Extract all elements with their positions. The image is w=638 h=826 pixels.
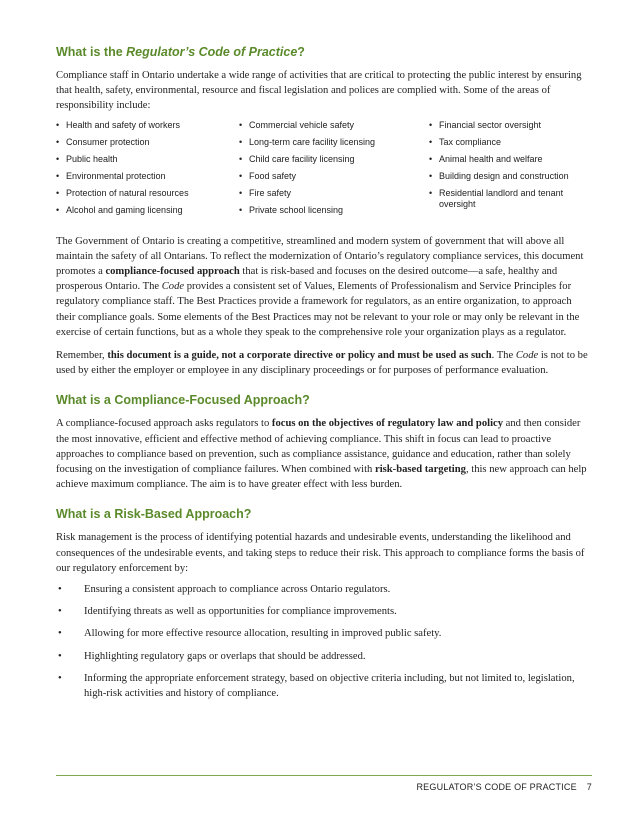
footer-divider	[56, 775, 592, 776]
responsibility-column-1	[56, 120, 239, 222]
page-content	[56, 44, 592, 708]
list-item: • Informing the appropriate enforcement strategy, based on objective criteria including, but not limited to, legislation, high-risk activities and history of compliance.	[56, 671, 592, 701]
list-item: • Public health	[56, 154, 239, 165]
list-item: • Animal health and welfare	[429, 154, 592, 165]
list-item: • Food safety	[239, 171, 429, 182]
list-item: • Child care facility licensing	[239, 154, 429, 165]
list-item: • Residential landlord and tenant oversight	[429, 188, 592, 210]
list-item: • Ensuring a consistent approach to compliance across Ontario regulators.	[56, 582, 592, 597]
list-item: • Identifying threats as well as opportunities for compliance improvements.	[56, 604, 592, 619]
page-footer	[416, 782, 592, 792]
responsibility-column-3	[429, 120, 592, 222]
risk-based-paragraph: Risk management is the process of identifying potential hazards and undesirable events, understanding the likelihood and consequences of the undesirable events, and taking steps to reduce their risk. This approach to compliance forms the basis of our regulatory enforcement by:	[56, 532, 585, 574]
list-item: • Tax compliance	[429, 137, 592, 148]
list-item: • Private school licensing	[239, 205, 429, 216]
list-item: • Financial sector oversight	[429, 120, 592, 131]
list-item: • Long-term care facility licensing	[239, 137, 429, 148]
list-item: • Fire safety	[239, 188, 429, 199]
list-item: • Health and safety of workers	[56, 120, 239, 131]
list-item: • Protection of natural resources	[56, 188, 239, 199]
list-item: • Highlighting regulatory gaps or overlaps that should be addressed.	[56, 649, 592, 664]
list-item: • Consumer protection	[56, 137, 239, 148]
page-number: 7	[586, 782, 592, 792]
responsibility-areas-list	[56, 120, 592, 222]
section-title-compliance-focused: What is a Compliance-Focused Approach?	[56, 393, 310, 408]
modernization-paragraph: The Government of Ontario is creating a competitive, streamlined and modern system of government that will above all maintain the safety of all Ontarians. To reflect the modernization of Ontario’s regulatory compliance services, this document promotes a compliance-focused approach that is risk-based and focuses on the desired outcome—a safe, healthy and prosperous Ontario. The Code provides a consistent set of Values, Elements of Professionalism and Service Principles for regulatory compliance staff. The Best Practices provide a framework for regulators, as an entire organization, to approach their compliance goals. Some elements of the Best Practices may not be relevant to your role or may only be relevant in the exercise of certain functions, but as a whole they speak to the comprehensive role your organization plays as a regulator.	[56, 235, 584, 338]
list-item: • Environmental protection	[56, 171, 239, 182]
list-item: • Allowing for more effective resource allocation, resulting in improved public safety.	[56, 626, 592, 641]
section-title-code-of-practice: What is the Regulator’s Code of Practice?	[56, 45, 305, 59]
responsibility-column-2	[239, 120, 429, 222]
footer-document-title: REGULATOR’S CODE OF PRACTICE	[416, 782, 577, 792]
risk-based-bullet-list	[56, 582, 592, 701]
compliance-focused-paragraph: A compliance-focused approach asks regulators to focus on the objectives of regulatory law and policy and then consider the most innovative, efficient and effective method of achieving compliance. This shift in focus can lead to proactive approaches to compliance based on prevention, such as compliance assistance, guidance and education, rather than solely focusing on the investigation of compliance failures. When combined with risk-based targeting, this new approach can help achieve maximum compliance. The aim is to have greater effect with less burden.	[56, 418, 587, 491]
list-item: • Alcohol and gaming licensing	[56, 205, 239, 216]
section-title-risk-based: What is a Risk-Based Approach?	[56, 507, 252, 522]
list-item: • Commercial vehicle safety	[239, 120, 429, 131]
guide-disclaimer-paragraph: Remember, this document is a guide, not a corporate directive or policy and must be used as such. The Code is not to be used by either the employer or employee in any disciplinary proceedings or for purposes of performance evaluation.	[56, 350, 588, 377]
intro-paragraph: Compliance staff in Ontario undertake a wide range of activities that are critical to protecting the public interest by ensuring that health, safety, environmental, resource and fiscal legislation and polices are complied with. Some of the areas of responsibility include:	[56, 70, 582, 112]
list-item: • Building design and construction	[429, 171, 592, 182]
